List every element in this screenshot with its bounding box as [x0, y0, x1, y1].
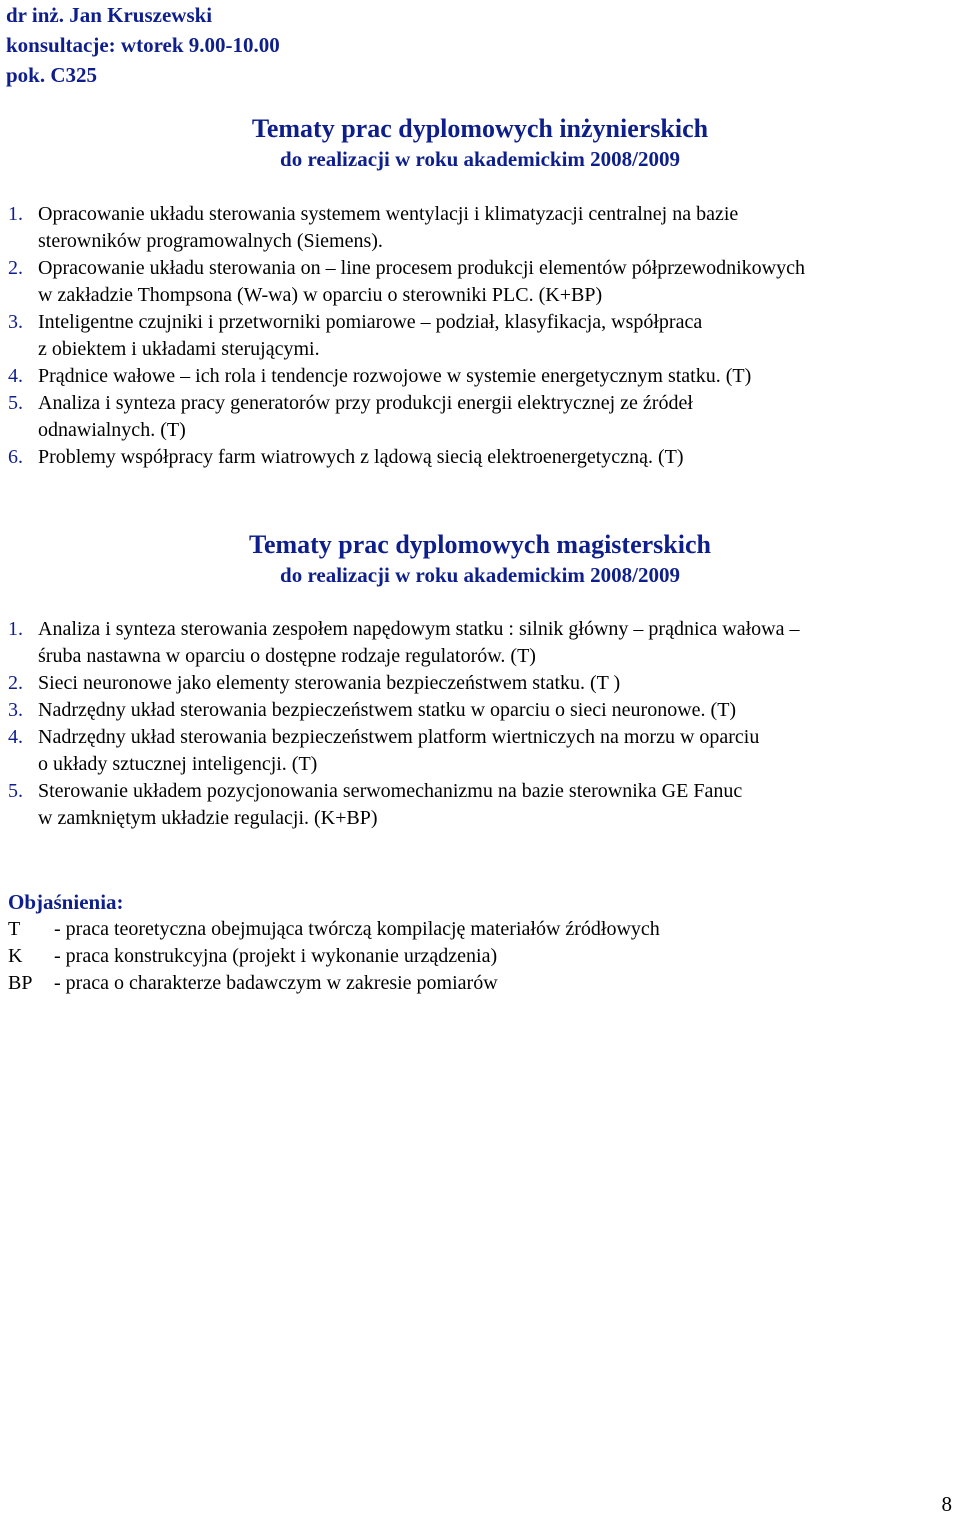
list-item	[8, 697, 953, 724]
item-text	[38, 255, 953, 309]
author-header	[6, 0, 280, 90]
list-item	[8, 390, 953, 444]
engineering-subtitle: do realizacji w roku akademickim 2008/2009	[280, 147, 680, 171]
list-item	[8, 255, 953, 309]
item-text	[38, 390, 953, 444]
item-number: 1.	[8, 203, 23, 225]
item-text	[38, 363, 953, 390]
item-number: 5.	[8, 392, 23, 414]
legend	[8, 916, 660, 997]
item-text	[38, 697, 953, 724]
legend-key: T	[8, 918, 21, 940]
item-text-line: Analiza i synteza pracy generatorów przy produkcji energii elektrycznej ze źródeł	[38, 392, 693, 414]
item-text	[38, 778, 953, 832]
item-number: 3.	[8, 699, 23, 721]
legend-desc: - praca o charakterze badawczym w zakresie pomiarów	[54, 972, 498, 994]
engineering-title: Tematy prac dyplomowych inżynierskich	[251, 114, 709, 143]
item-number: 4.	[8, 726, 23, 748]
item-text-line: Inteligentne czujniki i przetworniki pomiarowe – podział, klasyfikacja, współpraca	[38, 311, 703, 333]
item-text-line: z obiektem i układami sterującymi.	[38, 338, 320, 360]
office-hours: konsultacje: wtorek 9.00-10.00	[6, 33, 280, 57]
item-text-line: w zakładzie Thompsona (W-wa) w oparciu o sterowniki PLC. (K+BP)	[38, 284, 603, 306]
list-item	[8, 778, 953, 832]
item-text	[38, 309, 953, 363]
item-text-line: Nadrzędny układ sterowania bezpieczeństwem statku w oparciu o sieci neuronowe. (T)	[38, 699, 737, 721]
item-number: 5.	[8, 780, 23, 802]
item-number: 2.	[8, 672, 23, 694]
item-text-line: Sieci neuronowe jako elementy sterowania bezpieczeństwem statku. (T )	[38, 672, 621, 694]
item-number: 2.	[8, 257, 23, 279]
item-text	[38, 444, 953, 471]
author-name: dr inż. Jan Kruszewski	[6, 3, 213, 27]
legend-key: K	[8, 945, 23, 967]
list-item	[8, 444, 953, 471]
item-text-line: w zamkniętym układzie regulacji. (K+BP)	[38, 807, 378, 829]
item-text	[38, 616, 953, 670]
list-item	[8, 309, 953, 363]
legend-row-t	[8, 916, 660, 943]
item-text-line: Sterowanie układem pozycjonowania serwomechanizmu na bazie sterownika GE Fanuc	[38, 780, 743, 802]
page-number: 8	[941, 1492, 952, 1516]
masters-section-heading	[0, 529, 960, 589]
item-text-line: Problemy współpracy farm wiatrowych z lądową siecią elektroenergetyczną. (T)	[38, 446, 684, 468]
item-text-line: sterowników programowalnych (Siemens).	[38, 230, 383, 252]
masters-title: Tematy prac dyplomowych magisterskich	[249, 530, 711, 559]
list-item	[8, 363, 953, 390]
item-number: 6.	[8, 446, 23, 468]
legend-desc: - praca teoretyczna obejmująca twórczą kompilację materiałów źródłowych	[54, 918, 660, 940]
item-text-line: Analiza i synteza sterowania zespołem napędowym statku : silnik główny – prądnica wałowa –	[38, 618, 800, 640]
item-text	[38, 201, 953, 255]
list-item	[8, 724, 953, 778]
legend-row-k	[8, 943, 660, 970]
room-number: pok. C325	[6, 63, 98, 87]
legend-desc: - praca konstrukcyjna (projekt i wykonanie urządzenia)	[54, 945, 498, 967]
item-text	[38, 670, 953, 697]
masters-subtitle: do realizacji w roku akademickim 2008/2009	[280, 563, 680, 587]
masters-topic-list	[8, 616, 953, 832]
item-text-line: Nadrzędny układ sterowania bezpieczeństwem platform wiertniczych na morzu w oparciu	[38, 726, 760, 748]
list-item	[8, 670, 953, 697]
list-item	[8, 201, 953, 255]
item-number: 4.	[8, 365, 23, 387]
item-text-line: Opracowanie układu sterowania systemem wentylacji i klimatyzacji centralnej na bazie	[38, 203, 739, 225]
legend-key: BP	[8, 972, 33, 994]
item-text-line: śruba nastawna w oparciu o dostępne rodzaje regulatorów. (T)	[38, 645, 536, 667]
item-number: 3.	[8, 311, 23, 333]
list-item	[8, 616, 953, 670]
item-text-line: odnawialnych. (T)	[38, 419, 186, 441]
legend-title: Objaśnienia:	[8, 890, 124, 914]
item-text-line: Opracowanie układu sterowania on – line procesem produkcji elementów półprzewodnikowych	[38, 257, 805, 279]
item-text	[38, 724, 953, 778]
item-text-line: o układy sztucznej inteligencji. (T)	[38, 753, 318, 775]
item-number: 1.	[8, 618, 23, 640]
legend-row-bp	[8, 970, 660, 997]
engineering-topic-list	[8, 201, 953, 471]
engineering-section-heading	[0, 113, 960, 173]
item-text-line: Prądnice wałowe – ich rola i tendencje rozwojowe w systemie energetycznym statku. (T)	[38, 365, 752, 387]
